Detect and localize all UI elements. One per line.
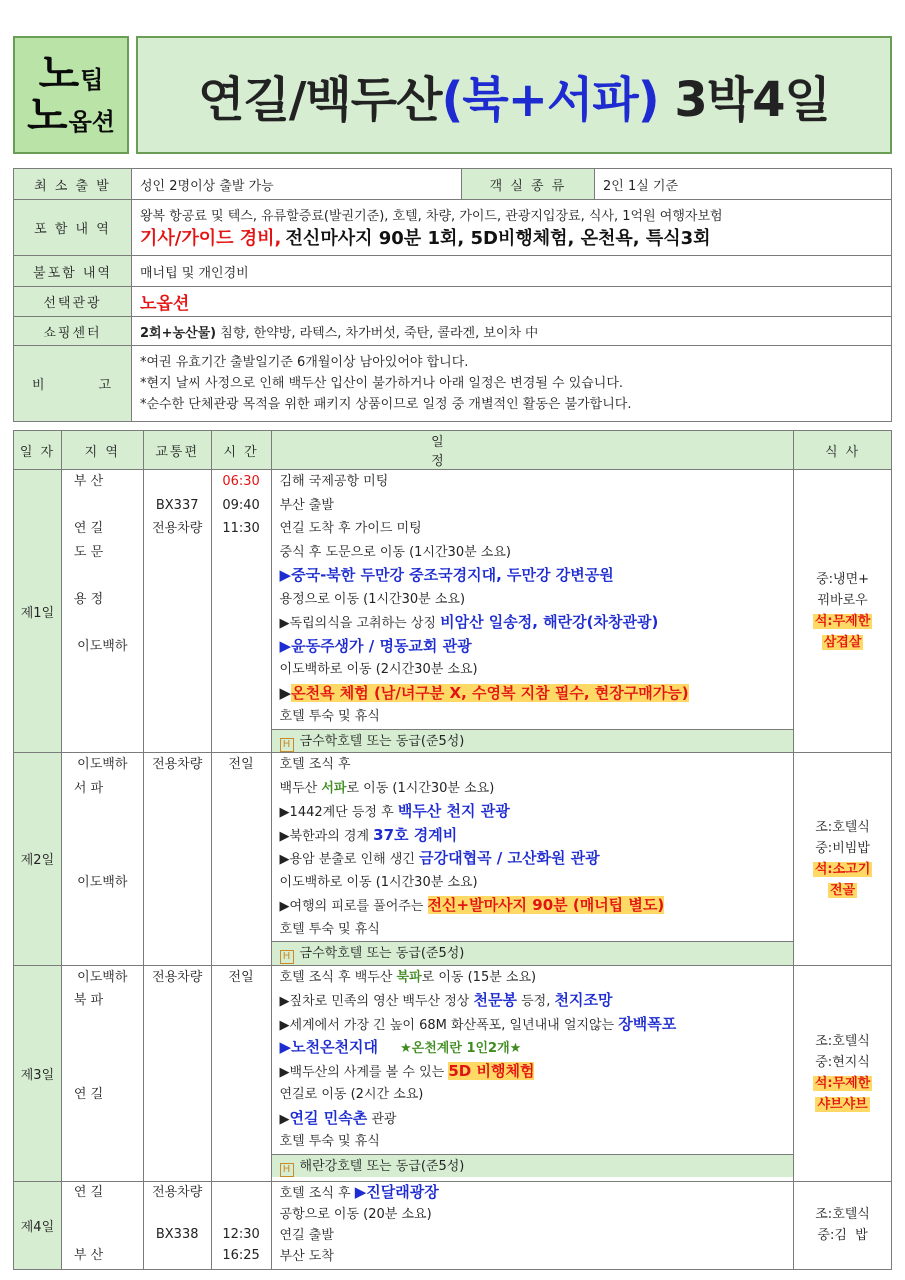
hotel-row <box>272 941 794 965</box>
day-transport <box>143 470 211 753</box>
time: 11:30 <box>222 521 260 536</box>
transport: 전용차량 <box>152 757 203 772</box>
logo-text: 노 <box>27 91 68 140</box>
day-label: 제3일 <box>14 965 62 1181</box>
itinerary-text: ▶북한과의 경계 <box>279 828 374 844</box>
day-times <box>211 1181 271 1269</box>
meal-line: 중:현지식 <box>815 1055 870 1070</box>
itinerary-highlight: ★온천계란 1인2개★ <box>400 1041 522 1056</box>
meal-line: 조:호텔식 <box>815 1207 870 1222</box>
included-label: 포 함 내 역 <box>14 200 132 256</box>
time: 전일 <box>228 757 254 772</box>
day-2-row <box>14 753 892 966</box>
notes-label <box>14 346 132 422</box>
itinerary-text: ▶백두산의 사계를 볼 수 있는 <box>279 1064 449 1080</box>
time: 06:30 <box>222 474 260 489</box>
shopping-list: 침향, 한약방, 라텍스, 차가버섯, 죽탄, 콜라겐, 보이차 中 <box>220 325 539 341</box>
itinerary-text: ▶짚차로 민족의 영산 백두산 정상 <box>279 994 474 1009</box>
day-regions <box>61 753 143 966</box>
meal-special: 전골 <box>830 882 856 898</box>
flight-number: BX338 <box>155 1226 199 1242</box>
col-day: 일 자 <box>14 431 62 470</box>
min-depart-value: 성인 2명이상 출발 가능 <box>132 169 462 200</box>
meal-special: 석:무제한 <box>814 614 871 629</box>
col-meal: 식 사 <box>794 431 892 470</box>
meal-special: 샤브샤브 <box>817 1097 868 1112</box>
col-transport: 교통편 <box>143 431 211 470</box>
itinerary-highlight: 비암산 일송정, 해란강(차창관광) <box>440 613 659 631</box>
itinerary-highlight: 37호 경계비 <box>373 825 458 844</box>
optional-tour-text: 노옵션 <box>140 294 190 314</box>
shopping-value <box>132 317 892 346</box>
itinerary-text: 백두산 <box>279 780 322 796</box>
no-tip-no-option-logo <box>13 36 129 154</box>
itinerary-line: 이도백하로 이동 (2시간30분 소요) <box>279 662 478 677</box>
hotel-name: 금수학호텔 또는 동급(준5성) <box>299 946 465 961</box>
note-line: *현지 날씨 사정으로 인해 백두산 입산이 불가하거나 아래 일정은 변경될 수 있습니다. <box>140 376 624 391</box>
itinerary-text: 로 이동 (1시간30분 소요) <box>346 780 495 796</box>
itinerary-text: ▶독립의식을 고취하는 상징 <box>279 616 441 631</box>
transport: 전용차량 <box>152 969 203 985</box>
title-tail: 3박4일 <box>674 71 830 128</box>
included-highlight: 전신마사지 90분 1회, 5D비행체험, 온천욕, 특식3회 <box>285 228 711 249</box>
region: 연 길 <box>73 1184 104 1200</box>
day-meals <box>794 470 892 753</box>
day-itinerary <box>271 470 794 753</box>
region: 북 파 <box>73 993 104 1008</box>
itinerary-line: ▶중국-북한 두만강 중조국경지대, 두만강 강변공원 <box>279 566 614 584</box>
itinerary-table <box>13 430 892 1270</box>
region: 서 파 <box>73 780 104 796</box>
meal-line: 중:김 밥 <box>817 1228 868 1243</box>
time: 12:30 <box>222 1226 260 1242</box>
region: 부 산 <box>73 1247 104 1263</box>
itinerary-line: 부산 도착 <box>279 1248 334 1264</box>
itinerary-text: 호텔 조식 후 <box>279 1185 355 1201</box>
header <box>13 36 892 154</box>
transport: 전용차량 <box>152 1184 203 1200</box>
included-value <box>132 200 892 256</box>
itinerary-highlight: 천지조망 <box>554 991 613 1009</box>
itinerary-line: 부산 출발 <box>279 497 334 513</box>
day-itinerary <box>271 753 794 966</box>
itinerary-line: 연길 도착 후 가이드 미팅 <box>279 521 422 536</box>
itinerary-line: 김해 국제공항 미팅 <box>279 474 389 489</box>
itinerary-line: 호텔 투숙 및 휴식 <box>279 709 380 724</box>
col-region: 지 역 <box>61 431 143 470</box>
day-label: 제4일 <box>14 1181 62 1269</box>
region: 용 정 <box>73 591 104 607</box>
day-label: 제1일 <box>14 470 62 753</box>
itinerary-highlight: 북파 <box>396 969 422 985</box>
itinerary-text: ▶세계에서 가장 긴 높이 68M 화산폭포, 일년내내 얼지않는 <box>279 1017 619 1033</box>
logo-text: 노 <box>38 49 80 98</box>
itinerary-text: 로 이동 (15분 소요) <box>421 969 537 985</box>
itinerary-line: 호텔 투숙 및 휴식 <box>279 921 380 937</box>
itinerary-text: ▶용암 분출로 인해 생긴 <box>279 852 420 867</box>
itinerary-highlight: 장백폭포 <box>618 1014 677 1033</box>
day-1-row <box>14 470 892 753</box>
meal-special: 석:무제한 <box>814 1076 871 1091</box>
title-banner <box>136 36 892 154</box>
title-main: 연길/백두산 <box>198 71 442 128</box>
meal-special: 석:소고기 <box>814 861 871 877</box>
day-3-row <box>14 965 892 1181</box>
shopping-count: 2회+농산물) <box>140 325 217 341</box>
title-paren: (북+서파) <box>441 71 659 128</box>
itinerary-highlight: 연길 민속촌 <box>289 1108 368 1127</box>
region: 이도백하 <box>77 638 128 654</box>
day-regions <box>61 965 143 1181</box>
hotel-row <box>272 1154 794 1178</box>
region: 연 길 <box>73 521 104 536</box>
itinerary-text: 관광 <box>367 1111 397 1127</box>
itinerary-line: 중식 후 도문으로 이동 (1시간30분 소요) <box>279 544 511 560</box>
itinerary-line: 이도백하로 이동 (1시간30분 소요) <box>279 874 478 890</box>
region: 도 문 <box>73 544 104 560</box>
hotel-name: 해란강호텔 또는 동급(준5성) <box>299 1158 465 1174</box>
itinerary-highlight: ▶진달래광장 <box>354 1182 439 1201</box>
region: 이도백하 <box>77 969 128 985</box>
excluded-label: 불포함 내역 <box>14 256 132 287</box>
hotel-row <box>272 729 794 753</box>
itinerary-highlight: 천문봉 <box>473 991 517 1009</box>
day-4-row <box>14 1181 892 1269</box>
note-line: *순수한 단체관광 목적을 위한 패키지 상품이므로 일정 중 개별적인 활동은 불가합니다. <box>140 397 632 412</box>
itinerary-line: 호텔 투숙 및 휴식 <box>279 1134 380 1149</box>
optional-tour-value <box>132 287 892 317</box>
day-transport <box>143 965 211 1181</box>
meal-line: 꿔바로우 <box>817 593 868 608</box>
itinerary-text: ▶ <box>279 683 292 702</box>
itinerary-text: ▶1442계단 등정 후 <box>279 805 398 820</box>
region: 부 산 <box>73 474 104 489</box>
day-label: 제2일 <box>14 753 62 966</box>
hotel-icon: H <box>280 738 294 752</box>
day-meals <box>794 1181 892 1269</box>
page-title <box>198 61 830 130</box>
meal-line: 중:냉면+ <box>816 572 870 587</box>
day-itinerary <box>271 965 794 1181</box>
day-regions <box>61 470 143 753</box>
itinerary-line: 공항으로 이동 (20분 소요) <box>279 1206 432 1222</box>
notes-label-a: 비 <box>32 378 47 393</box>
region: 이도백하 <box>77 874 128 890</box>
time: 09:40 <box>222 497 260 513</box>
itinerary-text: 등정, <box>516 994 555 1009</box>
day-regions <box>61 1181 143 1269</box>
logo-text: 팁 <box>80 66 104 94</box>
time: 16:25 <box>222 1247 260 1263</box>
notes-value <box>132 346 892 422</box>
itinerary-highlight: 백두산 천지 관광 <box>397 802 510 820</box>
itinerary-line: 연길 출발 <box>279 1227 334 1243</box>
excluded-value: 매너팁 및 개인경비 <box>132 256 892 287</box>
included-line: 왕복 항공료 및 텍스, 유류할증료(발권기준), 호텔, 차량, 가이드, 관광지입장료, 식사, 1억원 여행자보험 <box>140 209 723 224</box>
hotel-name: 금수학호텔 또는 동급(준5성) <box>299 733 465 749</box>
room-type-value: 2인 1실 기준 <box>595 169 892 200</box>
itinerary-text: ▶ <box>279 1111 290 1127</box>
shopping-label: 쇼핑센터 <box>14 317 132 346</box>
flight-number: BX337 <box>155 497 199 513</box>
room-type-label: 객 실 종 류 <box>462 169 595 200</box>
day-itinerary <box>271 1181 794 1269</box>
time: 전일 <box>228 969 254 985</box>
day-times <box>211 965 271 1181</box>
included-highlight-red: 기사/가이드 경비, <box>140 228 282 249</box>
itinerary-highlight: 금강대협곡 / 고산화원 관광 <box>419 849 600 867</box>
itinerary-text: ▶여행의 피로를 풀어주는 <box>279 899 428 914</box>
col-itinerary: 일 정 <box>271 431 794 470</box>
region: 이도백하 <box>77 757 128 772</box>
day-transport <box>143 1181 211 1269</box>
hotel-icon: H <box>280 950 294 964</box>
product-info-table <box>13 168 892 422</box>
itinerary-highlight: ▶노천온천지대 <box>279 1038 379 1056</box>
day-times <box>211 753 271 966</box>
itinerary-text: 호텔 조식 후 백두산 <box>279 969 397 985</box>
min-depart-label: 최 소 출 발 <box>14 169 132 200</box>
day-meals <box>794 965 892 1181</box>
itinerary-line: 호텔 조식 후 <box>279 757 351 772</box>
itinerary-highlight: 전신+발마사지 90분 (매너팁 별도) <box>427 896 665 914</box>
itinerary-line: 용정으로 이동 (1시간30분 소요) <box>279 591 466 607</box>
itinerary-highlight: 서파 <box>321 780 347 796</box>
col-time: 시 간 <box>211 431 271 470</box>
itinerary-highlight: 5D 비행체험 <box>448 1061 535 1080</box>
day-times <box>211 470 271 753</box>
meal-line: 중:비빔밥 <box>815 840 870 856</box>
meal-line: 조:호텔식 <box>815 1034 870 1049</box>
optional-tour-label: 선택관광 <box>14 287 132 317</box>
logo-text: 옵션 <box>68 108 115 136</box>
itinerary-line: 연길로 이동 (2시간 소요) <box>279 1087 424 1102</box>
note-line: *여권 유효기간 출발일기준 6개월이상 남아있어야 합니다. <box>140 355 469 370</box>
region: 연 길 <box>73 1087 104 1102</box>
notes-label-b: 고 <box>98 378 113 393</box>
day-transport <box>143 753 211 966</box>
itinerary-line: ▶윤동주생가 / 명동교회 관광 <box>279 636 472 655</box>
meal-special: 삼겹살 <box>823 635 862 650</box>
day-meals <box>794 753 892 966</box>
transport: 전용차량 <box>152 521 203 536</box>
hotel-icon: H <box>280 1163 294 1177</box>
itinerary-highlight: 온천욕 체험 (남/녀구분 X, 수영복 지참 필수, 현장구매가능) <box>291 683 689 702</box>
meal-line: 조:호텔식 <box>815 819 870 835</box>
